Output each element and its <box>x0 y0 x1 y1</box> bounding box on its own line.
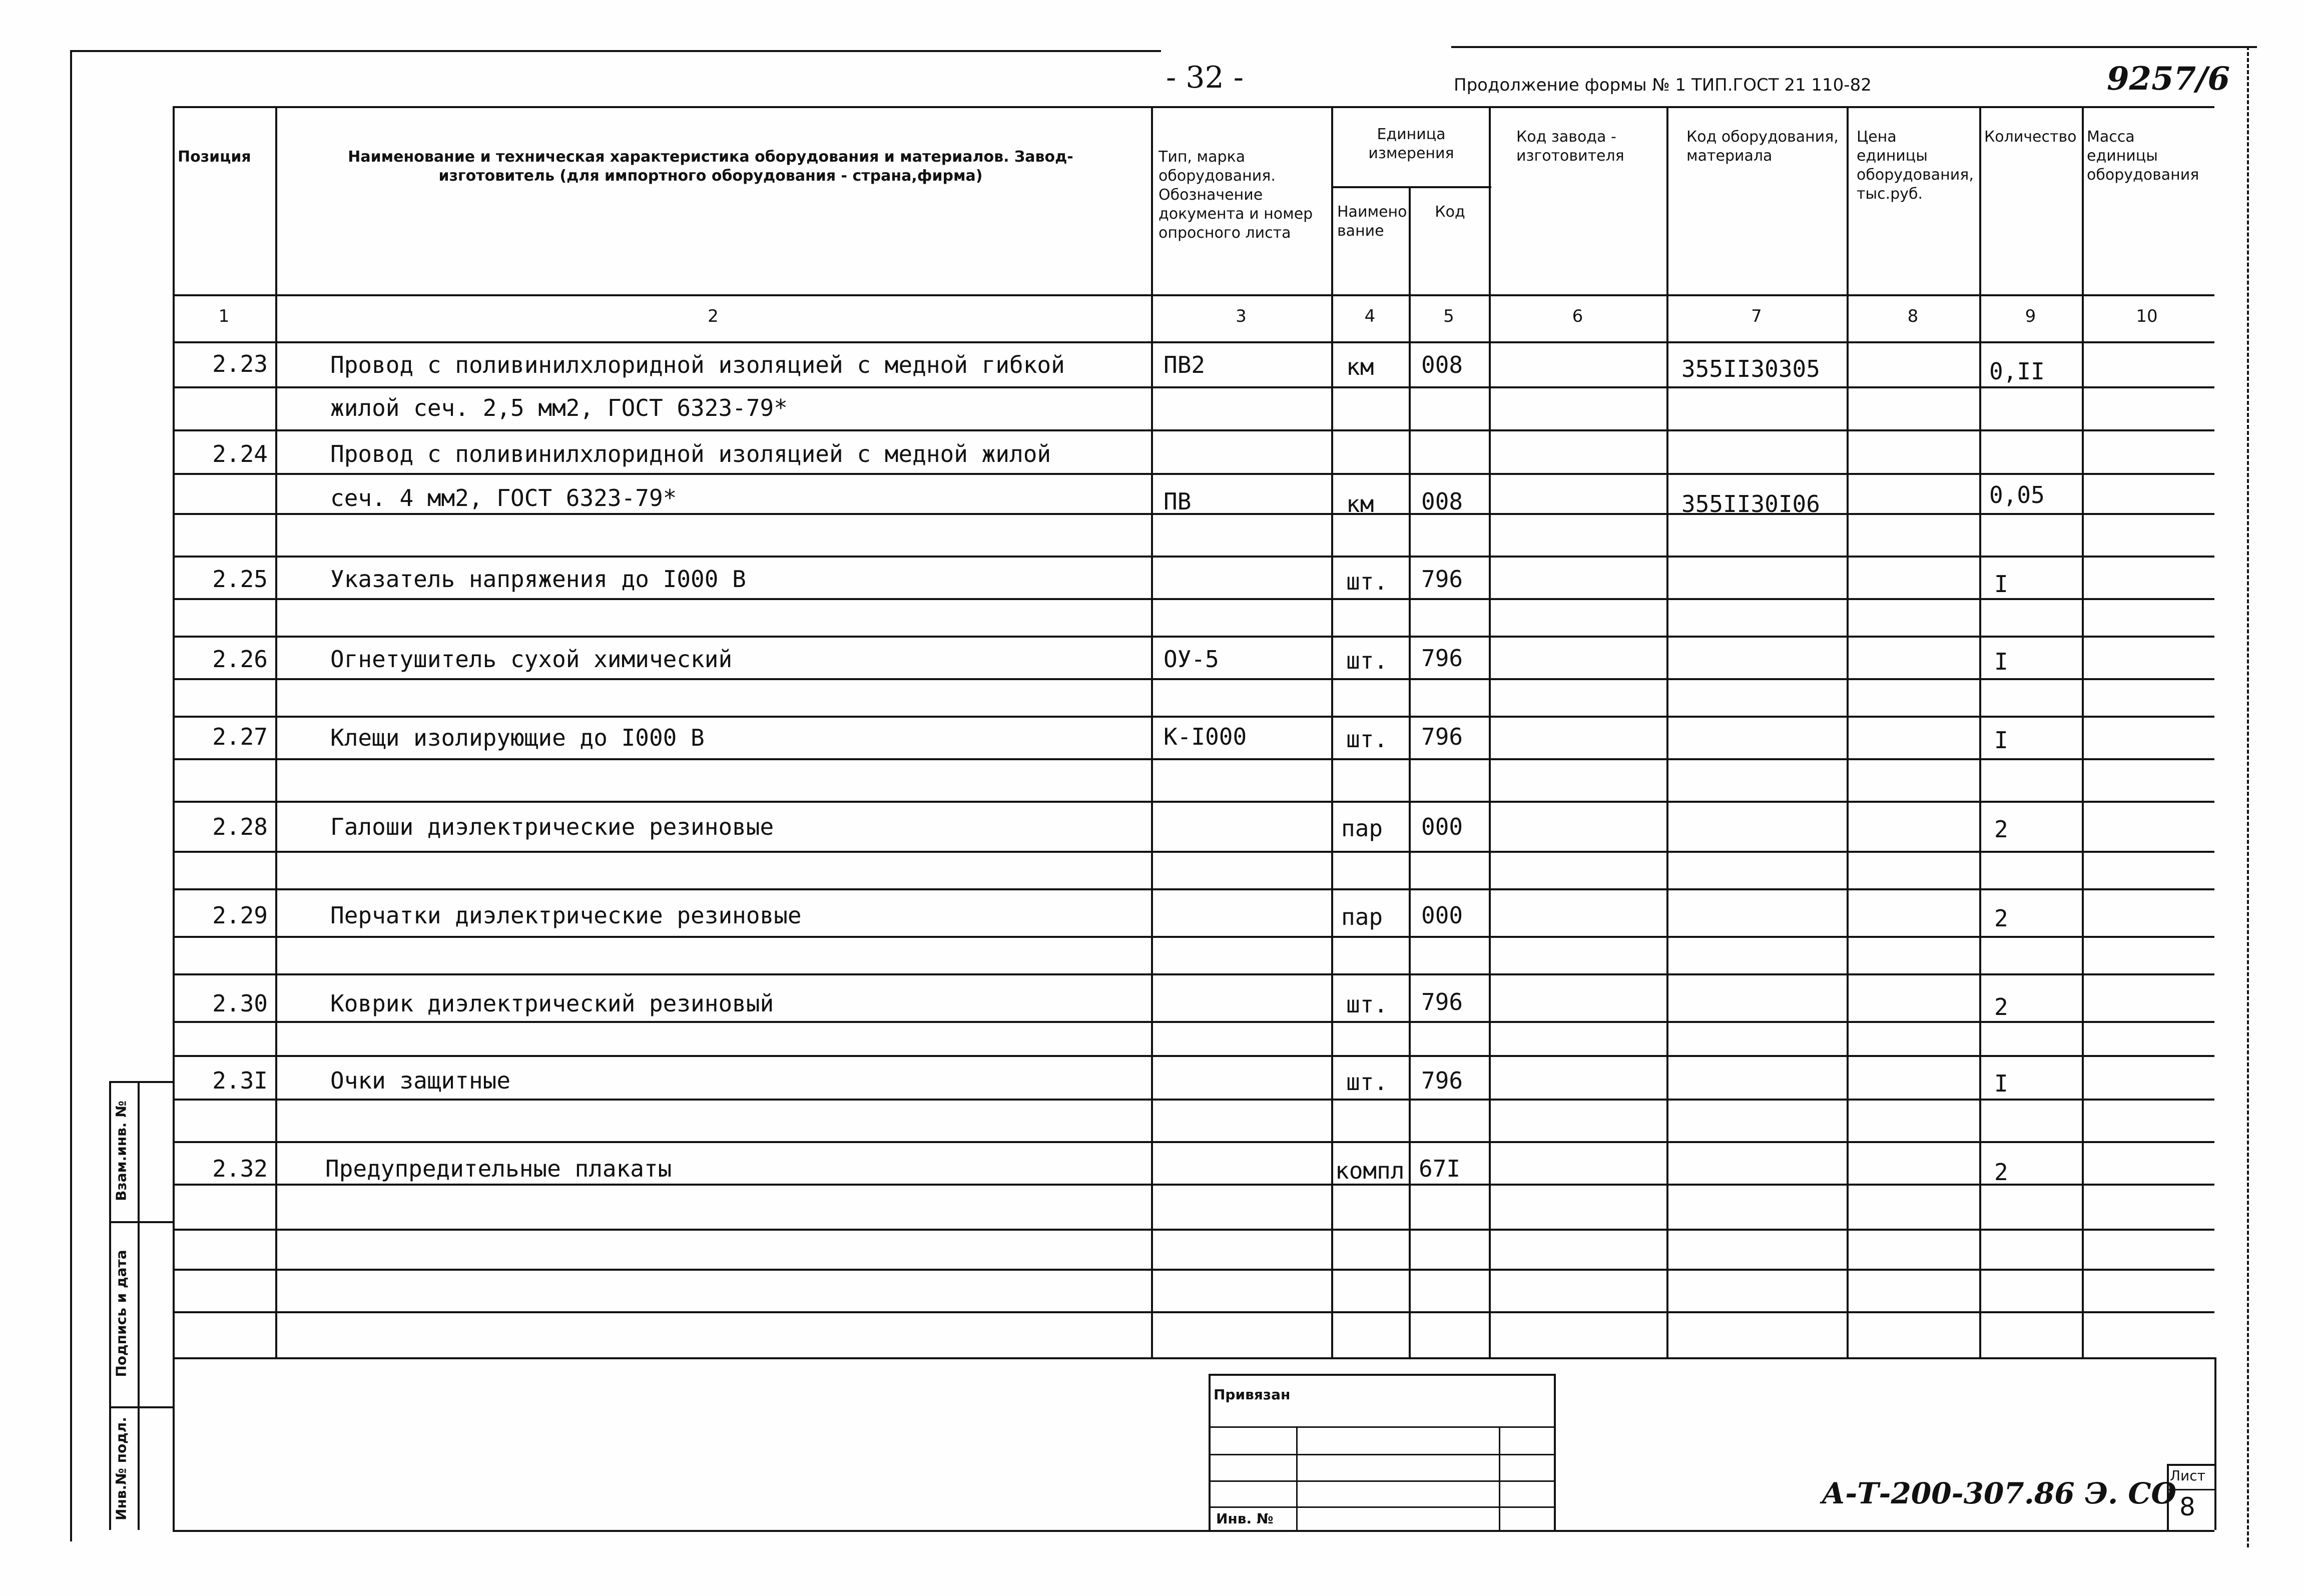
row-unit: пар <box>1341 903 1383 930</box>
row-quantity: 0,05 <box>1989 481 2045 508</box>
row-position: 2.25 <box>212 566 268 593</box>
header-type: Тип, марка оборудования. Обозначение документа и номер опросного листа <box>1159 148 1313 242</box>
header-position: Позиция <box>178 148 251 166</box>
row-name-line: Перчатки диэлектрические резиновые <box>330 902 802 929</box>
row-unit: компл <box>1335 1157 1405 1184</box>
header-price: Цена единицы оборудования, тыс.руб. <box>1857 128 1974 203</box>
document-designation: А-Т-200-307.86 Э. СО <box>1822 1476 2177 1510</box>
row-type: ОУ-5 <box>1164 646 1219 673</box>
sheet-number: 8 <box>2179 1492 2195 1521</box>
row-name-line: Провод с поливинилхлоридной изоляцией с медной гибкой <box>330 351 1065 378</box>
col-number: 8 <box>1907 306 1919 326</box>
row-divider <box>173 1141 2214 1143</box>
row-divider <box>173 1229 2214 1231</box>
row-divider <box>173 473 2214 475</box>
header-quantity: Количество <box>1984 128 2077 146</box>
row-quantity: 2 <box>1994 1159 2008 1186</box>
row-name-line: Коврик диэлектрический резиновый <box>330 990 774 1017</box>
row-name-line: Огнетушитель сухой химический <box>330 646 733 673</box>
col-number: 1 <box>218 306 230 326</box>
row-divider <box>173 973 2214 975</box>
row-divider <box>173 1055 2214 1057</box>
row-position: 2.26 <box>212 646 268 673</box>
col-number: 2 <box>708 306 719 326</box>
row-unit-code: 67I <box>1419 1155 1461 1182</box>
row-unit-code: 796 <box>1421 566 1463 593</box>
row-unit-code: 796 <box>1421 988 1463 1015</box>
side-label-inv-orig: Инв.№ подл. <box>113 1417 130 1520</box>
row-position: 2.24 <box>212 440 268 467</box>
row-unit-code: 000 <box>1421 813 1463 840</box>
row-name-line: Указатель напряжения до I000 В <box>330 566 746 593</box>
row-unit: шт. <box>1346 1069 1388 1096</box>
row-quantity: 2 <box>1994 905 2008 932</box>
row-quantity: 2 <box>1994 993 2008 1020</box>
row-type: ПВ <box>1164 488 1192 515</box>
row-divider <box>173 758 2214 760</box>
row-divider <box>173 556 2214 558</box>
row-unit: шт. <box>1346 726 1388 753</box>
row-unit-code: 796 <box>1421 1067 1463 1094</box>
row-name-line: Клещи изолирующие до I000 В <box>330 724 705 751</box>
row-name-line: жилой сеч. 2,5 мм2, ГОСТ 6323-79* <box>330 394 788 421</box>
row-position: 2.3I <box>212 1067 268 1094</box>
row-divider <box>173 1184 2214 1186</box>
header-equipment-code: Код оборудования, материала <box>1686 128 1839 165</box>
row-divider <box>173 716 2214 718</box>
row-unit: шт. <box>1346 647 1388 674</box>
row-type: ПВ2 <box>1164 351 1206 378</box>
row-equipment-code: 355II30305 <box>1681 355 1820 382</box>
inv-number-label: Инв. № <box>1216 1510 1274 1527</box>
header-name: Наименование и техническая характеристика оборудования и материалов. Завод-изготовитель (для импортного оборудования - страна,фирма) <box>348 148 1073 185</box>
row-divider <box>173 429 2214 431</box>
row-unit-code: 796 <box>1421 645 1463 672</box>
row-position: 2.30 <box>212 990 268 1017</box>
row-unit-code: 008 <box>1421 351 1463 378</box>
row-name-line: Очки защитные <box>330 1067 511 1094</box>
row-unit: шт. <box>1346 568 1388 595</box>
row-unit: км <box>1346 490 1374 517</box>
row-quantity: I <box>1994 571 2008 598</box>
row-unit: пар <box>1341 815 1383 842</box>
row-quantity: I <box>1994 727 2008 754</box>
sheet-label: Лист <box>2170 1467 2205 1484</box>
row-quantity: I <box>1994 1070 2008 1097</box>
side-label-replace-inv: Взам.инв. № <box>113 1101 130 1201</box>
col-number: 6 <box>1572 306 1583 326</box>
row-unit: км <box>1346 353 1374 380</box>
header-unit-code: Код <box>1435 203 1465 221</box>
side-label-signature: Подпись и дата <box>113 1250 130 1377</box>
row-unit-code: 796 <box>1421 723 1463 750</box>
col-number: 5 <box>1443 306 1454 326</box>
row-divider <box>173 1269 2214 1271</box>
row-divider <box>173 513 2214 515</box>
form-continuation: Продолжение формы № 1 ТИП.ГОСТ 21 110-82 <box>1454 75 1872 95</box>
row-position: 2.27 <box>212 723 268 750</box>
row-position: 2.32 <box>212 1155 268 1182</box>
row-name-line: Провод с поливинилхлоридной изоляцией с медной жилой <box>330 440 1051 467</box>
binding-label: Привязан <box>1214 1386 1291 1403</box>
row-name-line: Галоши диэлектрические резиновые <box>330 813 774 840</box>
row-divider <box>173 1311 2214 1313</box>
row-divider <box>173 1021 2214 1023</box>
row-divider <box>173 1099 2214 1101</box>
header-mass: Масса единицы оборудования <box>2087 128 2199 184</box>
row-equipment-code: 355II30I06 <box>1681 490 1820 517</box>
header-unit-name: Наименование <box>1337 203 1407 240</box>
row-unit-code: 008 <box>1421 488 1463 515</box>
header-factory-code: Код завода - изготовителя <box>1516 128 1624 165</box>
row-divider <box>173 386 2214 388</box>
row-divider <box>173 851 2214 853</box>
row-name-line: Предупредительные плакаты <box>325 1155 672 1182</box>
row-name-line: сеч. 4 мм2, ГОСТ 6323-79* <box>330 484 677 511</box>
doc-code: 9257/6 <box>2107 60 2230 98</box>
row-divider <box>173 801 2214 803</box>
row-position: 2.29 <box>212 902 268 929</box>
col-number: 9 <box>2025 306 2036 326</box>
row-position: 2.28 <box>212 813 268 840</box>
row-position: 2.23 <box>212 350 268 377</box>
header-unit: Единица измерения <box>1368 126 1454 162</box>
col-number: 3 <box>1236 306 1247 326</box>
row-type: К-I000 <box>1164 723 1247 750</box>
col-number: 7 <box>1751 306 1762 326</box>
row-quantity: I <box>1994 648 2008 675</box>
col-number: 4 <box>1364 306 1376 326</box>
page-number: - 32 - <box>1166 60 1244 95</box>
row-unit-code: 000 <box>1421 902 1463 929</box>
row-divider <box>173 936 2214 938</box>
row-divider <box>173 678 2214 680</box>
row-unit: шт. <box>1346 991 1388 1018</box>
row-quantity: 0,II <box>1989 358 2045 385</box>
row-divider <box>173 636 2214 638</box>
row-divider <box>173 888 2214 890</box>
row-quantity: 2 <box>1994 816 2008 843</box>
row-divider <box>173 598 2214 600</box>
col-number: 10 <box>2136 306 2158 326</box>
